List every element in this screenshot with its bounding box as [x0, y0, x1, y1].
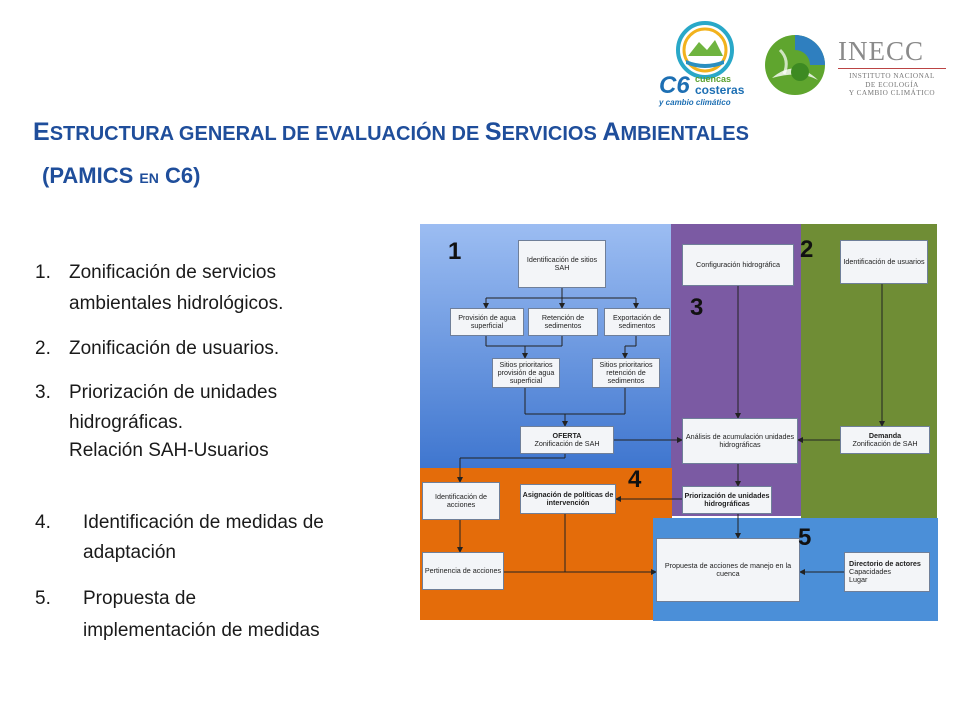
- box-priorizacion-unidades: Priorización de unidades hidrográficas: [682, 486, 772, 514]
- box-identificacion-usuarios: Identificación de usuarios: [840, 240, 928, 284]
- inecc-rule: [838, 68, 946, 69]
- slide-title-line1: ESTRUCTURA GENERAL DE EVALUACIÓN DE SERVICIOS AMBIENTALES: [33, 118, 749, 146]
- box-sitios-retencion: Sitios prioritarios retención de sedimentos: [592, 358, 660, 388]
- box-identificacion-acciones: Identificación de acciones: [422, 482, 500, 520]
- section-number-2: 2: [800, 236, 814, 263]
- box-provision-agua: Provisión de agua superficial: [450, 308, 524, 336]
- c6-logo: [655, 14, 755, 109]
- box-sitios-provision: Sitios prioritarios provisión de agua superficial: [492, 358, 560, 388]
- box-pertinencia-acciones: Pertinencia de acciones: [422, 552, 504, 590]
- c6-cuencas: cuencas: [695, 74, 732, 84]
- box-identificacion-sitios: Identificación de sitios SAH: [518, 240, 606, 288]
- box-demanda: Demanda Zonificación de SAH: [840, 426, 930, 454]
- c6-cambio: y cambio climático: [659, 98, 731, 107]
- box-oferta: OFERTA Zonificación de SAH: [520, 426, 614, 454]
- inecc-logo: [760, 30, 950, 100]
- process-diagram: [420, 222, 940, 622]
- slide-title-line2: (PAMICS EN C6): [42, 163, 201, 188]
- box-propuesta-acciones: Propuesta de acciones de manejo en la cuenca: [656, 538, 800, 602]
- inecc-globe-icon: [760, 30, 830, 100]
- inecc-name: INECC: [838, 36, 924, 66]
- box-asignacion-politicas: Asignación de políticas de intervención: [520, 484, 616, 514]
- section-number-3: 3: [690, 294, 704, 321]
- section-number-5: 5: [798, 524, 812, 551]
- section-number-4: 4: [628, 466, 642, 493]
- c6-mark: C6: [659, 72, 690, 99]
- box-exportacion-sedimentos: Exportación de sedimentos: [604, 308, 670, 336]
- box-configuracion-hidrografica: Configuración hidrográfica: [682, 244, 794, 286]
- c6-costeras: costeras: [695, 83, 745, 97]
- box-retencion-sedimentos: Retención de sedimentos: [528, 308, 598, 336]
- box-analisis-acumulacion: Análisis de acumulación unidades hidrográficas: [682, 418, 798, 464]
- section-number-1: 1: [448, 238, 462, 265]
- box-directorio-actores: Directorio de actores Capacidades Lugar: [844, 552, 930, 592]
- inecc-subtitle: INSTITUTO NACIONAL DE ECOLOGÍA Y CAMBIO CLIMÁTICO: [848, 72, 936, 97]
